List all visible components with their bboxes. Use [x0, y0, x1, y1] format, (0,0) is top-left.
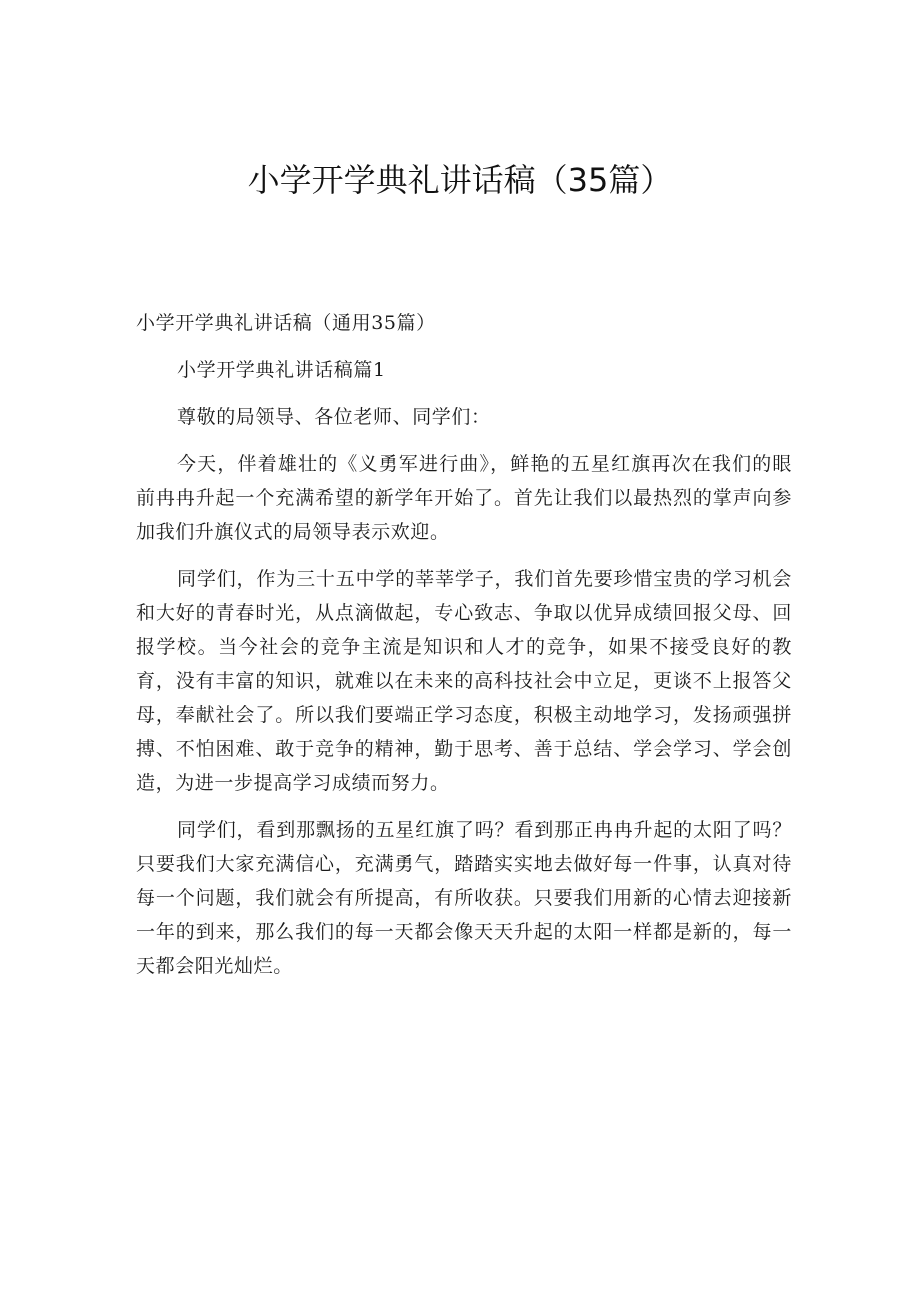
- document-title: 小学开学典礼讲话稿（35篇）: [247, 161, 673, 199]
- salutation: 尊敬的局领导、各位老师、同学们：: [177, 406, 491, 428]
- paragraph-3: 同学们，看到那飘扬的五星红旗了吗？看到那正冉冉升起的太阳了吗？只要我们大家充满信心，充满勇气，踏踏实实地去做好每一件事，认真对待每一个问题，我们就会有所提高，有所收获。只要我们用新的心情去迎接新一年的到来，那么我们的每一天都会像天天升起的太阳一样都是新的，每一天都会阳光灿烂。: [136, 819, 792, 977]
- paragraph-1: 今天，伴着雄壮的《义勇军进行曲》，鲜艳的五星红旗再次在我们的眼前冉冉升起一个充满希望的新学年开始了。首先让我们以最热烈的掌声向参加我们升旗仪式的局领导表示欢迎。: [136, 453, 792, 543]
- paragraph-2: 同学们，作为三十五中学的莘莘学子，我们首先要珍惜宝贵的学习机会和大好的青春时光，从点滴做起，专心致志、争取以优异成绩回报父母、回报学校。当今社会的竞争主流是知识和人才的竞争，如果不接受良好的教育，没有丰富的知识，就难以在未来的高科技社会中立足，更谈不上报答父母，奉献社会了。所以我们要端正学习态度，积极主动地学习，发扬顽强拼搏、不怕困难、敢于竞争的精神，勤于思考、善于总结、学会学习、学会创造，为进一步提高学习成绩而努力。: [136, 568, 792, 794]
- section-heading: 小学开学典礼讲话稿篇1: [177, 359, 386, 381]
- document-body: [136, 306, 792, 996]
- document-subtitle: 小学开学典礼讲话稿（通用35篇）: [136, 312, 436, 334]
